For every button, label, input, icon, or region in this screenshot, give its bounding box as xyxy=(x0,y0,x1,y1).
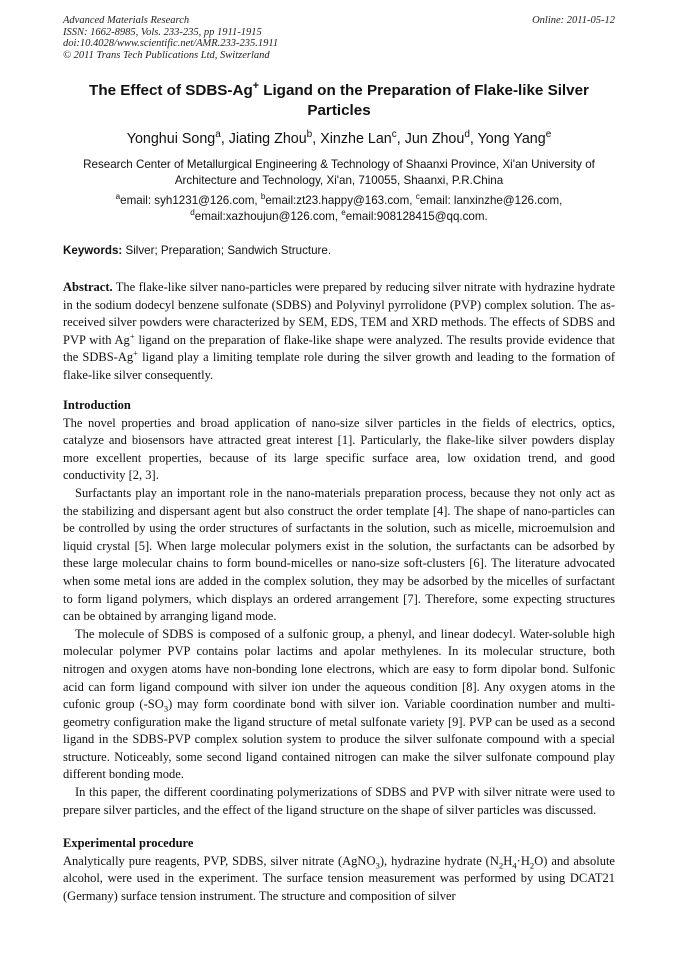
subscript: 2 xyxy=(529,860,535,871)
email-mark: a xyxy=(115,192,121,202)
paragraph xyxy=(63,853,615,906)
subscript: 3 xyxy=(375,860,380,871)
email-b[interactable]: email:zt23.happy@163.com, xyxy=(265,194,416,207)
abstract-text: ligand on the preparation of flake-like shape were analyzed. The results provide evidence that the SDBS-Ag xyxy=(63,332,615,365)
email-mark: c xyxy=(415,192,420,202)
paragraph-text: The molecule of SDBS is composed of a sulfonic group, a phenyl, and linear dodecyl. Water-soluble high molecular polymer PVP contains polar lactims and apolar methylenes. In its molecular structure, both nitrogen and oxygen atoms have non-bonding lone electrons, which are easy to form dipolar bond. Sulfonic acid can form ligand compound with silver ion under the aqueous condition [8]. Any oxygen atoms in the cufonic group (-SO xyxy=(63,626,615,712)
copyright-line: © 2011 Trans Tech Publications Ltd, Switzerland xyxy=(63,49,270,61)
author-name: Jiating Zhou xyxy=(228,131,307,147)
author-name: Xinzhe Lan xyxy=(320,131,392,147)
paragraph xyxy=(63,626,615,784)
paper-title xyxy=(63,81,615,121)
author-list xyxy=(63,130,615,148)
paragraph: In this paper, the different coordinating polymerizations of SDBS and PVP with silver nitrate were used to prepare silver particles, and the effect of the ligand structure on the shape of silver particles was discussed. xyxy=(63,785,615,817)
paragraph-text: ), hydrazine hydrate (N xyxy=(379,853,499,868)
abstract-sup: + xyxy=(129,330,135,341)
author-name: Yong Yang xyxy=(477,131,546,147)
title-text: The Effect of SDBS-Ag xyxy=(89,82,253,99)
title-sup: + xyxy=(252,79,259,92)
email-d[interactable]: email:xazhoujun@126.com, xyxy=(194,210,342,223)
email-mark: d xyxy=(190,208,195,218)
abstract-text: The flake-like silver nano-particles were prepared by reducing silver nitrate with hydrazine hydrate in the sodium dodecyl benzene sulfonate (SDBS) and Polyvinyl pyrrolidone (PVP) complex solution. The as-received silver powders were characterized by SEM, EDS, TEM and XRD methods. The effects of SDBS and PVP with Ag xyxy=(63,280,615,347)
doi-line: doi:10.4028/www.scientific.net/AMR.233-235.1911 xyxy=(63,38,279,49)
journal-header xyxy=(63,15,615,61)
introduction-section xyxy=(63,397,615,819)
author-sep: , xyxy=(220,131,229,147)
subscript: 4 xyxy=(512,860,517,871)
author-sep: , xyxy=(312,131,321,147)
email-mark: e xyxy=(341,208,346,218)
online-date: Online: 2011-05-12 xyxy=(532,15,615,26)
email-e[interactable]: email:908128415@qq.com. xyxy=(345,210,488,223)
email-list xyxy=(63,193,615,225)
abstract xyxy=(63,279,615,385)
email-a[interactable]: email: syh1231@126.com, xyxy=(120,194,261,207)
keywords xyxy=(63,243,615,259)
email-c[interactable]: email: lanxinzhe@126.com, xyxy=(419,194,563,207)
experimental-section xyxy=(63,835,615,905)
abstract-text: ligand play a limiting template role during the silver growth and leading to the formation of flake-like silver consequently. xyxy=(63,350,616,382)
section-heading: Introduction xyxy=(63,398,131,412)
author-mark: e xyxy=(545,129,552,141)
paragraph-text: H xyxy=(503,853,513,868)
subscript: 3 xyxy=(163,703,169,714)
affiliation: Research Center of Metallurgical Engineering & Technology of Shaanxi Province, Xi'an University of Architecture and Technology, Xi'an, 710055, Shaanxi, P.R.China xyxy=(83,158,595,187)
author-name: Yonghui Song xyxy=(126,131,216,147)
journal-name: Advanced Materials Research xyxy=(63,15,190,26)
section-heading: Experimental procedure xyxy=(63,836,194,850)
paragraph-text: ·H xyxy=(516,853,530,868)
subscript: 2 xyxy=(498,860,504,871)
keywords-text: Silver; Preparation; Sandwich Structure. xyxy=(122,244,332,257)
abstract-label: Abstract. xyxy=(63,280,113,294)
paragraph-text: Analytically pure reagents, PVP, SDBS, silver nitrate (AgNO xyxy=(63,853,376,868)
keywords-label: Keywords: xyxy=(63,244,123,257)
author-mark: c xyxy=(391,129,397,141)
author-mark: a xyxy=(215,129,221,141)
author-mark: b xyxy=(306,129,313,141)
author-sep: , xyxy=(469,131,478,147)
paragraph-text: O) and absolute alcohol, were used in the experiment. The surface tension measurement was performed by using DCAT21 (Germany) surface tension instrument. The structure and composition of silver xyxy=(63,853,615,903)
author-sep: , xyxy=(396,131,405,147)
paragraph-text: ) may form coordinate bond with silver ion. Variable coordination number and multi-geometry configuration make the ligand structure of metal sulfonate variety [9]. PVP can be used as a second ligand in the SDBS-PVP complex solution system to produce the silver sulfonate compound with a special structure. Noticeably, some second ligand contained nitrogen can make the silver sulfonate compound play different bonding mode. xyxy=(63,697,615,782)
author-mark: d xyxy=(464,129,470,141)
abstract-sup: + xyxy=(133,348,139,359)
paragraph: Surfactants play an important role in the nano-materials preparation process, because they not only act as the stabilizing and dispersant agent but also construct the order template [4]. The shape of nano-particles can be controlled by using the order structures of surfactants in the solution, such as micelle, microemulsion and liquid crystal [5]. When large molecular polymers exist in the solution, the surfactants can be adsorbed by these large molecular chains to form bound-micelles or nano-size soft-clusters [6]. The literature advocated when some metal ions are added in the complex solution, they may be adsorbed by the micelles of surfactant to form ligand polymers, which displays an ordered arrangement [7]. Therefore, some expecting structures can be obtained by arranging ligand mode. xyxy=(63,485,615,624)
issn-line: ISSN: 1662-8985, Vols. 233-235, pp 1911-1915 xyxy=(63,26,262,38)
paragraph: The novel properties and broad application of nano-size silver particles in the fields of electrics, optics, catalyze and biosensors have attracted great interest [1]. Particularly, the flake-like silver powders display more excellent properties, because of its large specific surface area, low oxidation trend, and good conductivity [2, 3]. xyxy=(63,415,615,483)
author-name: Jun Zhou xyxy=(404,131,465,147)
email-mark: b xyxy=(260,192,266,202)
title-text-end: Ligand on the Preparation of Flake-like Silver Particles xyxy=(258,82,589,119)
